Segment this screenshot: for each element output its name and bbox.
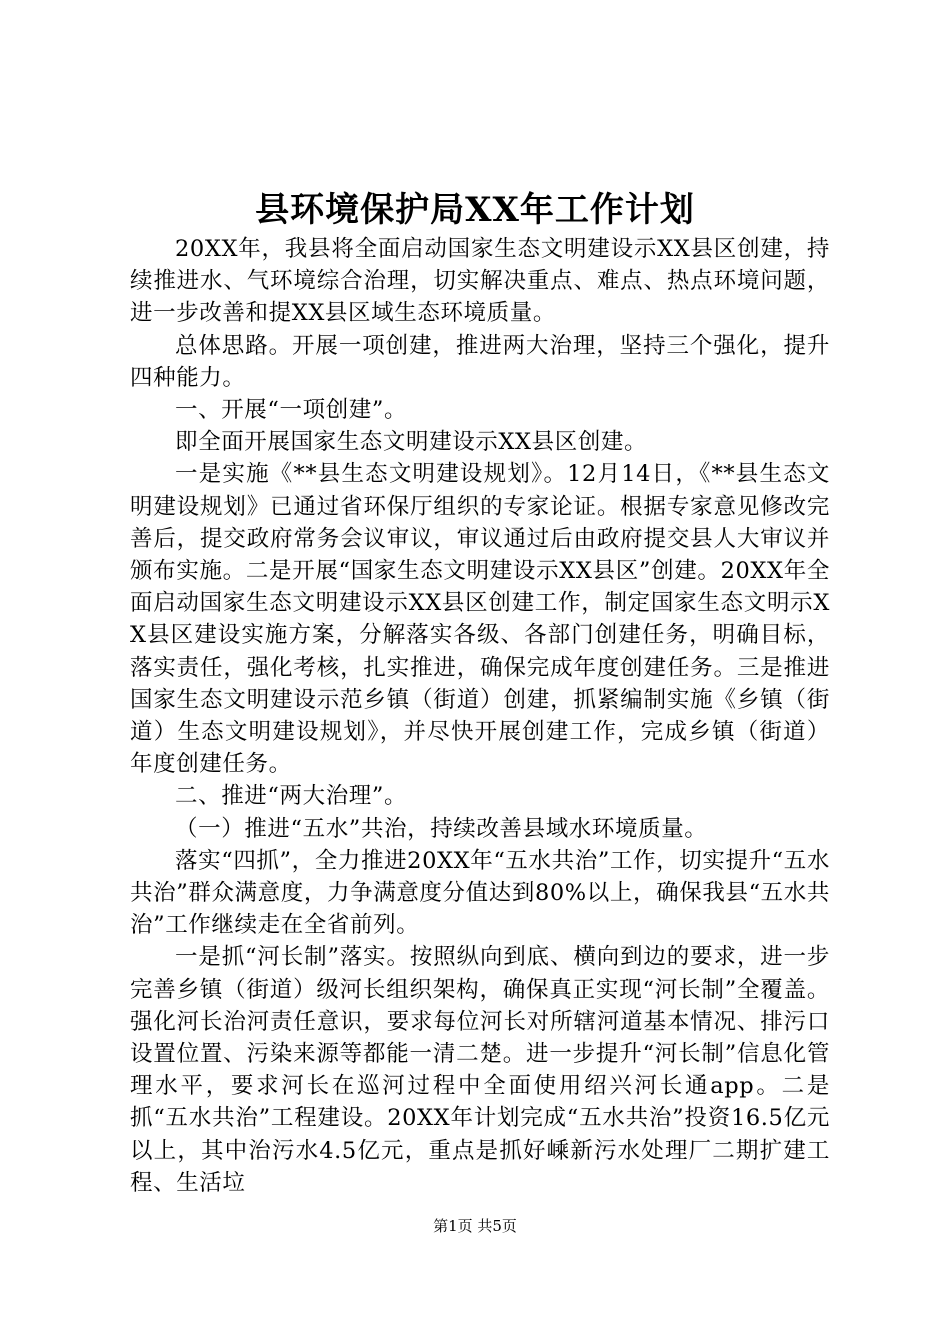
- section-heading-two: 二、推进“两大治理”。: [175, 783, 408, 810]
- document-title: 县环境保护局XX年工作计划: [255, 190, 695, 230]
- subsection-heading-water: （一）推进“五水”共治，持续改善县域水环境质量。: [175, 815, 708, 842]
- paragraph-intro: 20XX年，我县将全面启动国家生态文明建设示XX县区创建，持续推进水、气环境综合治理，切实解决重点、难点、热点环境问题，进一步改善和提XX县区域生态环境质量。: [130, 236, 830, 327]
- document-body: [130, 233, 830, 1199]
- paragraph-river-chief: 一是抓“河长制”落实。按照纵向到底、横向到边的要求，进一步完善乡镇（街道）级河长组织架构，确保真正实现“河长制”全覆盖。强化河长治河责任意识，要求每位河长对所辖河道基本情况、排污口设置位置、污染来源等都能一清二楚。进一步提升“河长制”信息化管理水平，要求河长在巡河过程中全面使用绍兴河长通app。二是抓“五水共治”工程建设。20XX年计划完成“五水共治”投资16.5亿元以上，其中治污水4.5亿元，重点是抓好嵊新污水处理厂二期扩建工程、生活垃: [130, 944, 830, 1196]
- paragraph-water-goals: 落实“四抓”，全力推进20XX年“五水共治”工作，切实提升“五水共治”群众满意度，力争满意度分值达到80%以上，确保我县“五水共治”工作继续走在全省前列。: [130, 847, 830, 939]
- paragraph-overall-approach: 总体思路。开展一项创建，推进两大治理，坚持三个强化，提升四种能力。: [130, 332, 830, 391]
- paragraph-section-one-summary: 即全面开展国家生态文明建设示XX县区创建。: [175, 429, 648, 456]
- section-heading-one: 一、开展“一项创建”。: [175, 397, 408, 424]
- page-number-footer: 第1页 共5页: [433, 1217, 517, 1235]
- paragraph-section-one-detail: 一是实施《**县生态文明建设规划》。12月14日，《**县生态文明建设规划》已通过省环保厅组织的专家论证。根据专家意见修改完善后，提交政府常务会议审议，审议通过后由政府提交县人大审议并颁布实施。二是开展“国家生态文明建设示XX县区”创建。20XX年全面启动国家生态文明建设示XX县区创建工作，制定国家生态文明示XX县区建设实施方案，分解落实各级、各部门创建任务，明确目标，落实责任，强化考核，扎实推进，确保完成年度创建任务。三是推进国家生态文明建设示范乡镇（街道）创建，抓紧编制实施《乡镇（街道）生态文明建设规划》，并尽快开展创建工作，完成乡镇（街道）年度创建任务。: [130, 461, 830, 778]
